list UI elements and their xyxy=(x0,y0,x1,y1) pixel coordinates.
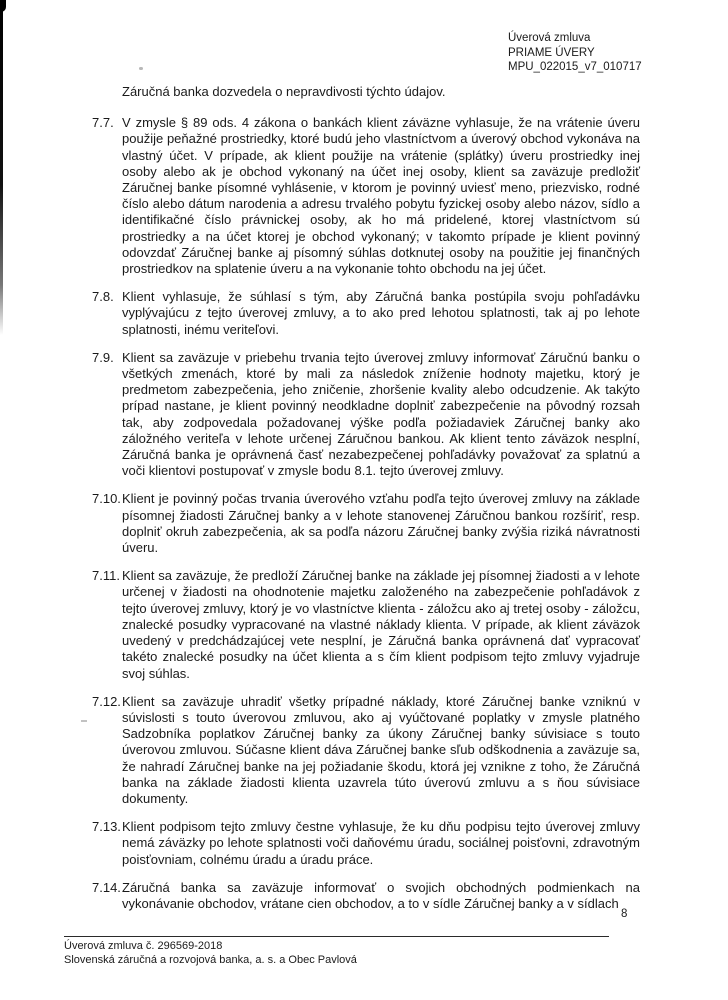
clause-number: 7.8. xyxy=(92,289,114,305)
paragraph-continuation: Záručná banka dozvedela o nepravdivosti týchto údajov. xyxy=(122,84,446,99)
footer-divider xyxy=(64,936,609,937)
clause-7-11 xyxy=(92,568,640,681)
clause-7-8 xyxy=(92,289,640,338)
scan-speck xyxy=(81,720,87,722)
clause-text: Záručná banka sa zaväzuje informovať o svojich obchodných podmienkach na vykonávanie obchodov, vrátane cien obchodov, a to v sídle Záručnej banky a v sídlach xyxy=(122,879,640,911)
footer-contract-number: Úverová zmluva č. 296569-2018 xyxy=(64,940,223,952)
clause-text: V zmysle § 89 ods. 4 zákona o bankách klient záväzne vyhlasuje, že na vrátenie úveru použije peňažné prostriedky, ktoré budú jeho vlastníctvom a úverový obchod vykonáva na vlastný účet. V prípade, ak klient použije na vrátenie (splátky) úveru prostriedky inej osoby alebo ak je obchod vykonaný na účet inej osoby, klient sa zaväzuje predložiť Záručnej banke písomné vyhlásenie, v ktorom je povinný uviesť meno, priezvisko, rodné číslo alebo dátum narodenia a adresu trvalého pobytu fyzickej osoby alebo názov, sídlo a identifikačné číslo právnickej osoby, ak ho má pridelené, ktorej vlastníctvom sú prostriedky a na účet ktorej je obchod vykonaný; v takomto prípade je klient povinný odovzdať Záručnej banke aj písomný súhlas dotknutej osoby na použitie jej finančných prostriedkov na splatenie úveru a na vykonanie tohto obchodu na jej účet. xyxy=(122,115,640,277)
clause-number: 7.10. xyxy=(92,491,121,507)
clause-number: 7.13. xyxy=(92,819,121,835)
header-doc-type: Úverová zmluva xyxy=(508,32,591,44)
clause-number: 7.7. xyxy=(92,115,114,131)
clause-number: 7.12. xyxy=(92,693,121,709)
footer-parties: Slovenská záručná a rozvojová banka, a. s. a Obec Pavlová xyxy=(64,953,357,966)
clause-7-10 xyxy=(92,491,640,556)
clause-text: Klient vyhlasuje, že súhlasí s tým, aby Záručná banka postúpila svoju pohľadávku vyplývajúcu z tejto úverovej zmluvy, a to ako pred lehotou splatnosti, tak aj po lehote splatnosti, inému veriteľovi. xyxy=(122,289,640,337)
header-doc-code: MPU_022015_v7_010717 xyxy=(508,61,642,73)
clause-7-14 xyxy=(92,880,640,912)
clause-7-9 xyxy=(92,350,640,480)
scan-speck xyxy=(139,67,143,70)
clause-text: Klient je povinný počas trvania úverového vzťahu podľa tejto úverovej zmluvy na základe písomnej žiadosti Záručnej banky a v lehote stanovenej Záručnou bankou rozšíriť, resp. doplniť okruh zabezpečenia, ak sa podľa názoru Záručnej banky zvýšia riziká návratnosti úveru. xyxy=(122,491,640,556)
document-footer xyxy=(64,940,357,967)
header-program-name: PRIAME ÚVERY xyxy=(508,46,595,59)
clause-text: Klient sa zaväzuje, že predloží Záručnej banke na základe jej písomnej žiadosti a v lehote určenej v žiadosti na ohodnotenie majetku založeného na zabezpečenie pohľadávok z tejto úverovej zmluvy, ktorý je vo vlastníctve klienta - záložcu ako aj tretej osoby - záložcu, znalecké posudky vypracované na vlastné náklady klienta. V prípade, ak klient záväzok uvedený v predchádzajúcej vete nesplní, je Záručná banka oprávnená dať vypracovať takéto znalecké posudky na účet klienta a s čím klient podpisom tejto zmluvy vyjadruje svoj súhlas. xyxy=(122,568,640,681)
clause-number: 7.9. xyxy=(92,349,114,365)
clause-number: 7.11. xyxy=(92,568,120,584)
page-number: 8 xyxy=(621,908,628,920)
clause-7-12 xyxy=(92,694,640,807)
scan-edge-artifact xyxy=(0,0,3,335)
clause-text: Klient podpisom tejto zmluvy čestne vyhlasuje, že ku dňu podpisu tejto úverovej zmluvy nemá záväzky po lehote splatnosti voči daňovému úradu, sociálnej poisťovni, zdravotným poisťovniam, colnému úradu a úradu práce. xyxy=(122,819,640,867)
clause-text: Klient sa zaväzuje uhradiť všetky prípadné náklady, ktoré Záručnej banke vzniknú v súvislosti s touto úverovou zmluvou, ako aj vyúčtované poplatky v zmysle platného Sadzobníka poplatkov Záručnej banky za úkony Záručnej banky súvisiace s touto úverovou zmluvou. Súčasne klient dáva Záručnej banke sľub odškodnenia a zaväzuje sa, že nahradí Záručnej banke na jej požiadanie škodu, ktorá jej vznikne z toho, že Záručná banka na základe žiadosti klienta uzavrela túto úverovú zmluvu a s ňou súvisiace dokumenty. xyxy=(122,693,640,806)
clause-number: 7.14. xyxy=(92,879,121,895)
document-header xyxy=(508,31,642,75)
clause-text: Klient sa zaväzuje v priebehu trvania tejto úverovej zmluvy informovať Záručnú banku o všetkých zmenách, ktoré by mali za následok zníženie hodnoty majetku, ktorý je predmetom zabezpečenia, jeho zničenie, zhoršenie kvality alebo odcudzenie. Ak takýto prípad nastane, je klient povinný neodkladne doplniť zabezpečenie na pôvodný rozsah tak, aby zodpovedala požadovanej výške podľa požiadaviek Záručnej banky ako záložného veriteľa v lehote určenej Záručnou bankou. Ak klient tento záväzok nesplní, Záručná banka je oprávnená časť nezabezpečenej pohľadávky považovať za splatnú a voči klientovi postupovať v zmysle bodu 8.1. tejto úverovej zmluvy. xyxy=(122,349,640,479)
scan-corner-artifact xyxy=(0,0,6,12)
clause-7-13 xyxy=(92,819,640,868)
clause-7-7 xyxy=(92,115,640,277)
document-body xyxy=(92,84,640,924)
